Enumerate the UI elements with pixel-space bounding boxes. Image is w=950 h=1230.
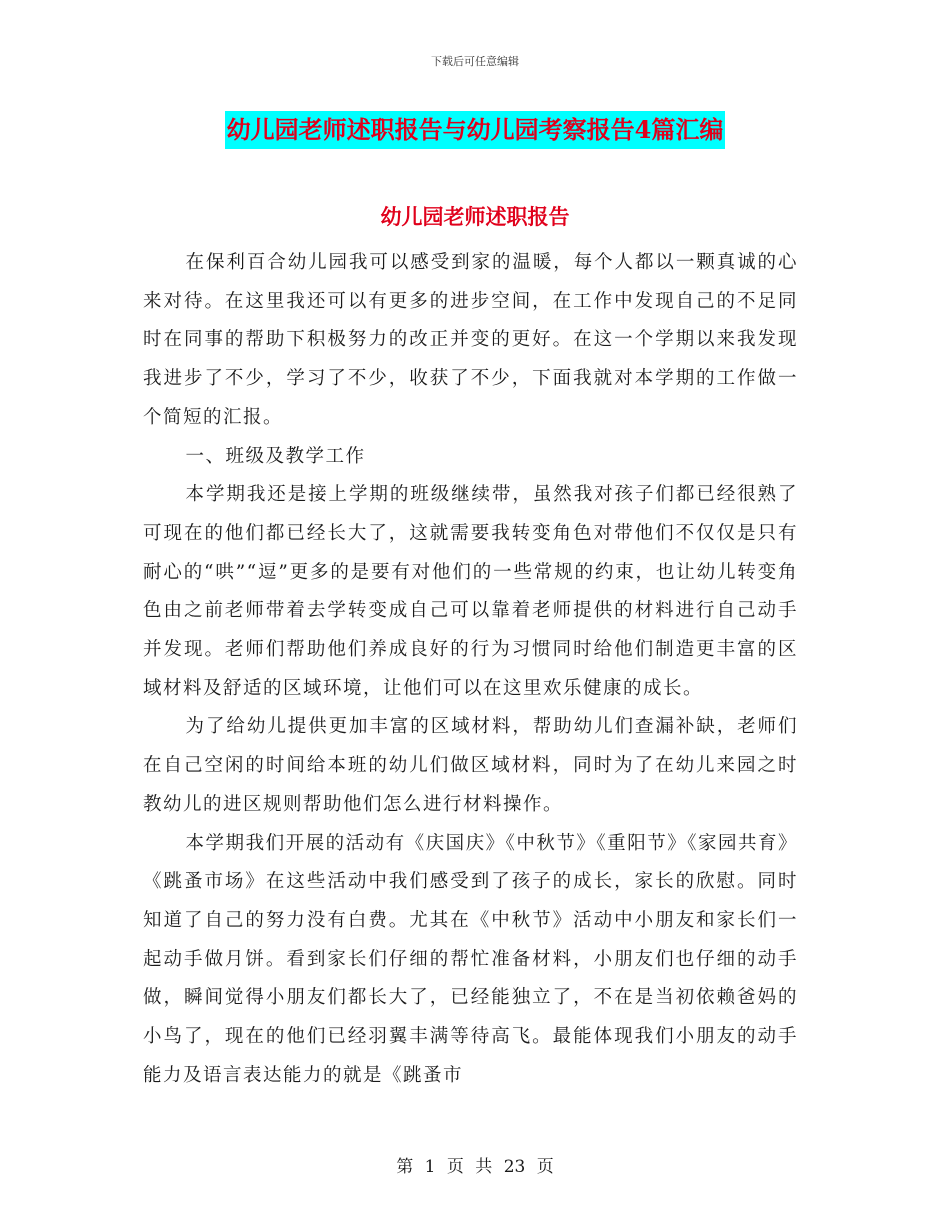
paragraph: 本学期我们开展的活动有《庆国庆》《中秋节》《重阳节》《家园共育》《跳蚤市场》在这些活动中我们感受到了孩子的成长，家长的欣慰。同时知道了自己的努力没有白费。尤其在《中秋节》活动中小朋友和家长们一起动手做月饼。看到家长们仔细的帮忙准备材料，小朋友们也仔细的动手做，瞬间觉得小朋友们都长大了，已经能独立了，不在是当初依赖爸妈的小鸟了，现在的他们已经羽翼丰满等待高飞。最能体现我们小朋友的动手能力及语言表达能力的就是《跳蚤市 [143,832,798,1086]
paragraph: 本学期我还是接上学期的班级继续带，虽然我对孩子们都已经很熟了可现在的他们都已经长大了，这就需要我转变角色对带他们不仅仅是只有耐心的“哄”“逗”更多的是要有对他们的一些常规的约束，也让幼儿转变角色由之前老师带着去学转变成自己可以靠着老师提供的材料进行自己动手并发现。老师们帮助他们养成良好的行为习惯同时给他们制造更丰富的区域材料及舒适的区域环境，让他们可以在这里欢乐健康的成长。 [143,484,798,699]
document-title: 幼儿园老师述职报告与幼儿园考察报告4篇汇编 [225,111,726,149]
paragraph: 为了给幼儿提供更加丰富的区域材料，帮助幼儿们查漏补缺，老师们在自己空闲的时间给本班的幼儿们做区域材料，同时为了在幼儿来园之时教幼儿的进区规则帮助他们怎么进行材料操作。 [143,716,798,815]
section-title: 幼儿园老师述职报告 [380,204,570,229]
document-title-container [0,111,950,149]
paragraph: 在保利百合幼儿园我可以感受到家的温暖，每个人都以一颗真诚的心来对待。在这里我还可以有更多的进步空间，在工作中发现自己的不足同时在同事的帮助下积极努力的改正并变的更好。在这一个学期以来我发现我进步了不少，学习了不少，收获了不少，下面我就对本学期的工作做一个简短的汇报。 [143,252,798,428]
header-note: 下载后可任意编辑 [431,55,519,68]
paragraph-heading: 一、班级及教学工作 [185,445,366,467]
body-text [143,244,798,1095]
page-footer: 第 1 页 共 23 页 [396,1157,554,1177]
